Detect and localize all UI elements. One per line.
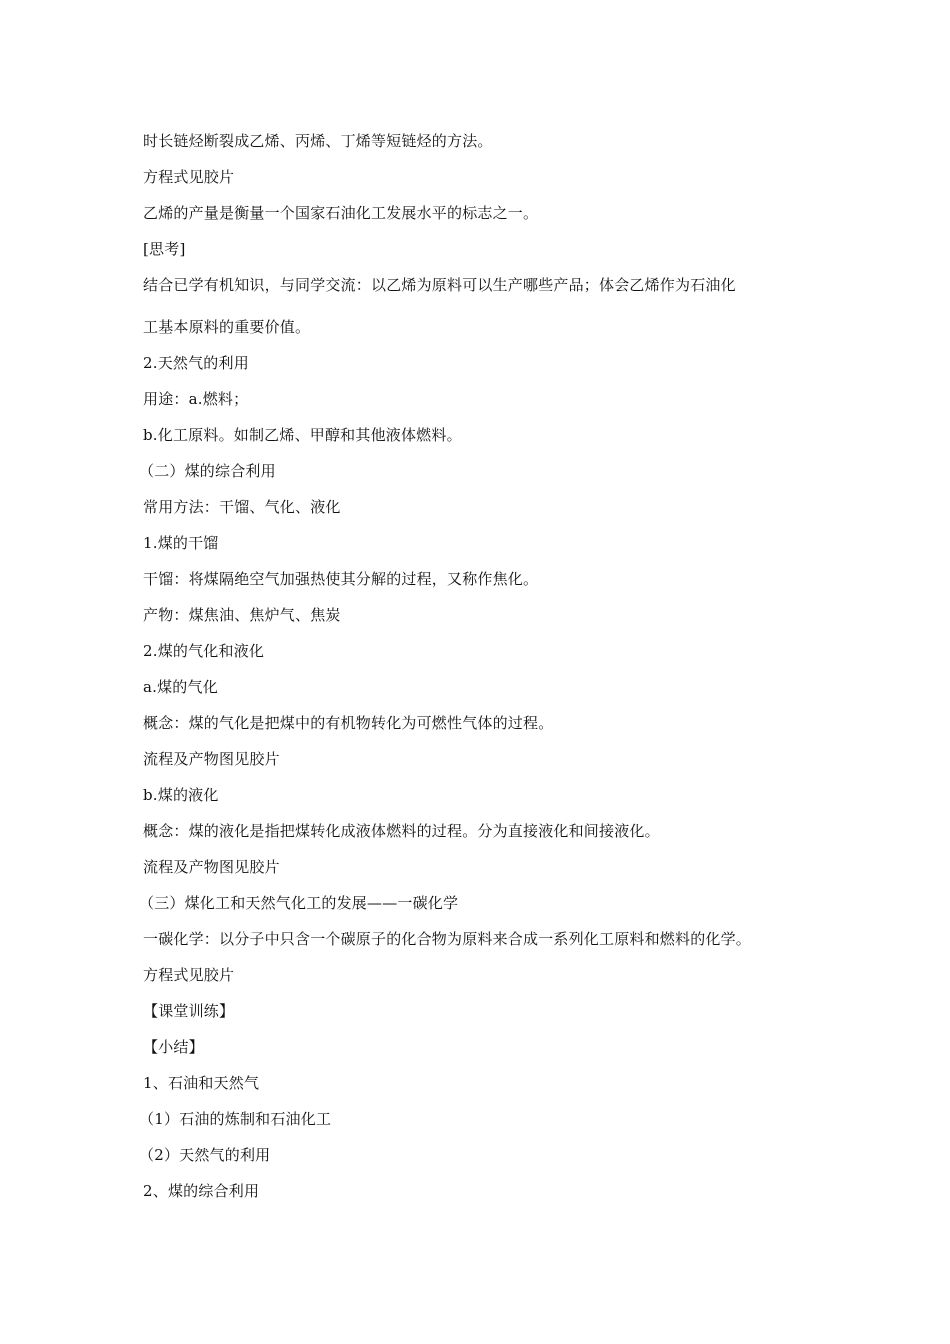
heading-coal-distillation: 1.煤的干馏	[143, 534, 219, 552]
text-line: 产物：煤焦油、焦炉气、焦炭	[143, 606, 341, 624]
heading-natural-gas: 2.天然气的利用	[143, 354, 249, 372]
section-label-summary: 【小结】	[143, 1038, 204, 1056]
text-line: 干馏：将煤隔绝空气加强热使其分解的过程，又称作焦化。	[143, 570, 539, 588]
text-line: 结合已学有机知识，与同学交流：以乙烯为原料可以生产哪些产品；体会乙烯作为石油化	[143, 276, 736, 294]
heading-c1-chemistry: （三）煤化工和天然气化工的发展——一碳化学	[139, 894, 459, 912]
section-label-class-training: 【课堂训练】	[143, 1002, 235, 1020]
text-line: a.煤的气化	[143, 678, 218, 696]
text-line: 概念：煤的气化是把煤中的有机物转化为可燃性气体的过程。	[143, 714, 554, 732]
summary-subitem: （2）天然气的利用	[139, 1146, 271, 1164]
text-line: 方程式见胶片	[143, 966, 235, 984]
text-line: 用途：a.燃料；	[143, 390, 249, 408]
document-body	[139, 123, 823, 1209]
summary-subitem: （1）石油的炼制和石油化工	[139, 1110, 332, 1128]
text-line: 乙烯的产量是衡量一个国家石油化工发展水平的标志之一。	[143, 204, 539, 222]
text-line: 时长链烃断裂成乙烯、丙烯、丁烯等短链烃的方法。	[143, 132, 493, 150]
text-line: b.化工原料。如制乙烯、甲醇和其他液体燃料。	[143, 426, 462, 444]
text-line: b.煤的液化	[143, 786, 219, 804]
text-line: 概念：煤的液化是指把煤转化成液体燃料的过程。分为直接液化和间接液化。	[143, 822, 660, 840]
text-line: 工基本原料的重要价值。	[143, 318, 311, 336]
text-line: 流程及产物图见胶片	[143, 750, 280, 768]
text-line: 一碳化学：以分子中只含一个碳原子的化合物为原料来合成一系列化工原料和燃料的化学。	[143, 930, 752, 948]
summary-item: 1、石油和天然气	[143, 1074, 260, 1092]
text-line: 流程及产物图见胶片	[143, 858, 280, 876]
section-label-thinking: [思考]	[143, 240, 186, 258]
text-line: 方程式见胶片	[143, 168, 235, 186]
heading-coal-gasification-liquefaction: 2.煤的气化和液化	[143, 642, 265, 660]
summary-item: 2、煤的综合利用	[143, 1182, 260, 1200]
heading-coal-utilization: （二）煤的综合利用	[139, 462, 276, 480]
text-line: 常用方法：干馏、气化、液化	[143, 498, 341, 516]
